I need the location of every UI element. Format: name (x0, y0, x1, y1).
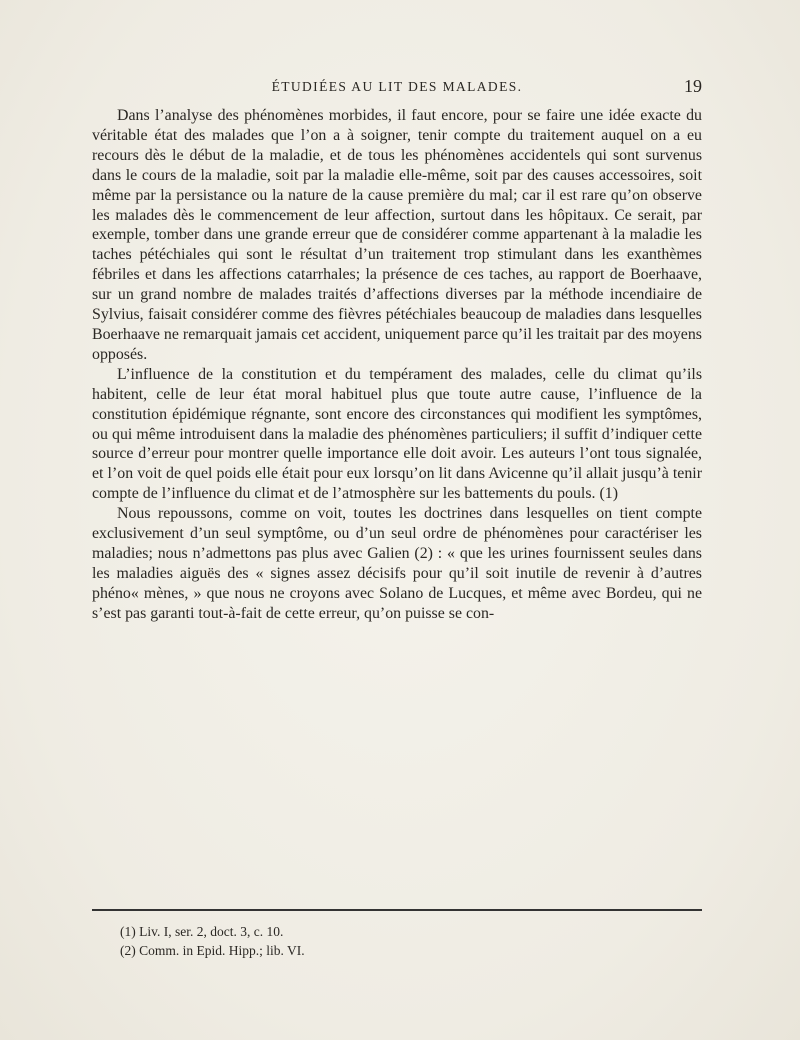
page-header (92, 76, 702, 100)
paragraph-treatment-history: Dans l’analyse des phénomènes morbides, il faut encore, pour se faire une idée exacte du véritable état des malades que l’on a à soigner, tenir compte du traitement auquel on a eu recours dès le début de la maladie, et de tous les phénomènes accidentels qui sont survenus dans le cours de la maladie, soit par la maladie elle-même, soit par des causes accessoires, soit même par la persistance ou la nature de la cause première du mal; car il est rare qu’on observe les malades dès le commencement de leur affection, surtout dans les hôpitaux. Ce serait, par exemple, tomber dans une grande erreur que de considérer comme appartenant à la maladie les taches pétéchiales qui sont le résultat d’un traitement trop stimulant dans les exanthèmes fébriles et dans les affections catarrhales; la présence de ces taches, au rapport de Boerhaave, sur un grand nombre de malades traités d’affections diverses par la méthode incendiaire de Sylvius, faisait considérer comme des fièvres pétéchiales beaucoup de maladies dans lesquelles Boerhaave ne remarquait jamais cet accident, uniquement parce qu’il les traitait par des moyens opposés. (92, 107, 702, 363)
running-head: ÉTUDIÉES AU LIT DES MALADES. (271, 79, 523, 94)
paragraph-single-symptom-doctrines: Nous repoussons, comme on voit, toutes les doctrines dans lesquelles on tient compte exclusivement d’un seul symptôme, ou d’un seul ordre de phénomènes pour caractériser les maladies; nous n’admettons pas plus avec Galien (2) : « que les urines fournissent seules dans les maladies aiguës des « signes assez décisifs pour qu’il soit inutile de revenir à d’autres phéno« mènes, » que nous ne croyons avec Solano de Lucques, et même avec Bordeu, qui ne s’est pas garanti tout-à-fait de cette erreur, qu’on puisse se con- (92, 505, 702, 622)
body-text (92, 106, 702, 624)
footnote-1: (1) Liv. I, ser. 2, doct. 3, c. 10. (120, 924, 284, 939)
paragraph-constitution-influence: L’influence de la constitution et du tempérament des malades, celle du climat qu’ils habitent, celle de leur état moral habituel plus que toute autre cause, l’influence de la constitution épidémique régnante, sont encore des circonstances qui modifient les symptômes, ou qui même introduisent dans la maladie des phénomènes particuliers; il suffit d’indiquer cette source d’erreur pour montrer quelle importance elle doit avoir. Les auteurs l’ont tous signalée, et l’on voit de quel poids elle était pour eux lorsqu’on lit dans Avicenne qu’il allait jusqu’à tenir compte de l’influence du climat et de l’atmosphère sur les battements du pouls. (1) (92, 365, 702, 503)
page-number: 19 (684, 76, 702, 96)
footnote-rule (92, 909, 702, 911)
footnotes (120, 922, 680, 960)
footnote-2: (2) Comm. in Epid. Hipp.; lib. VI. (120, 943, 305, 958)
